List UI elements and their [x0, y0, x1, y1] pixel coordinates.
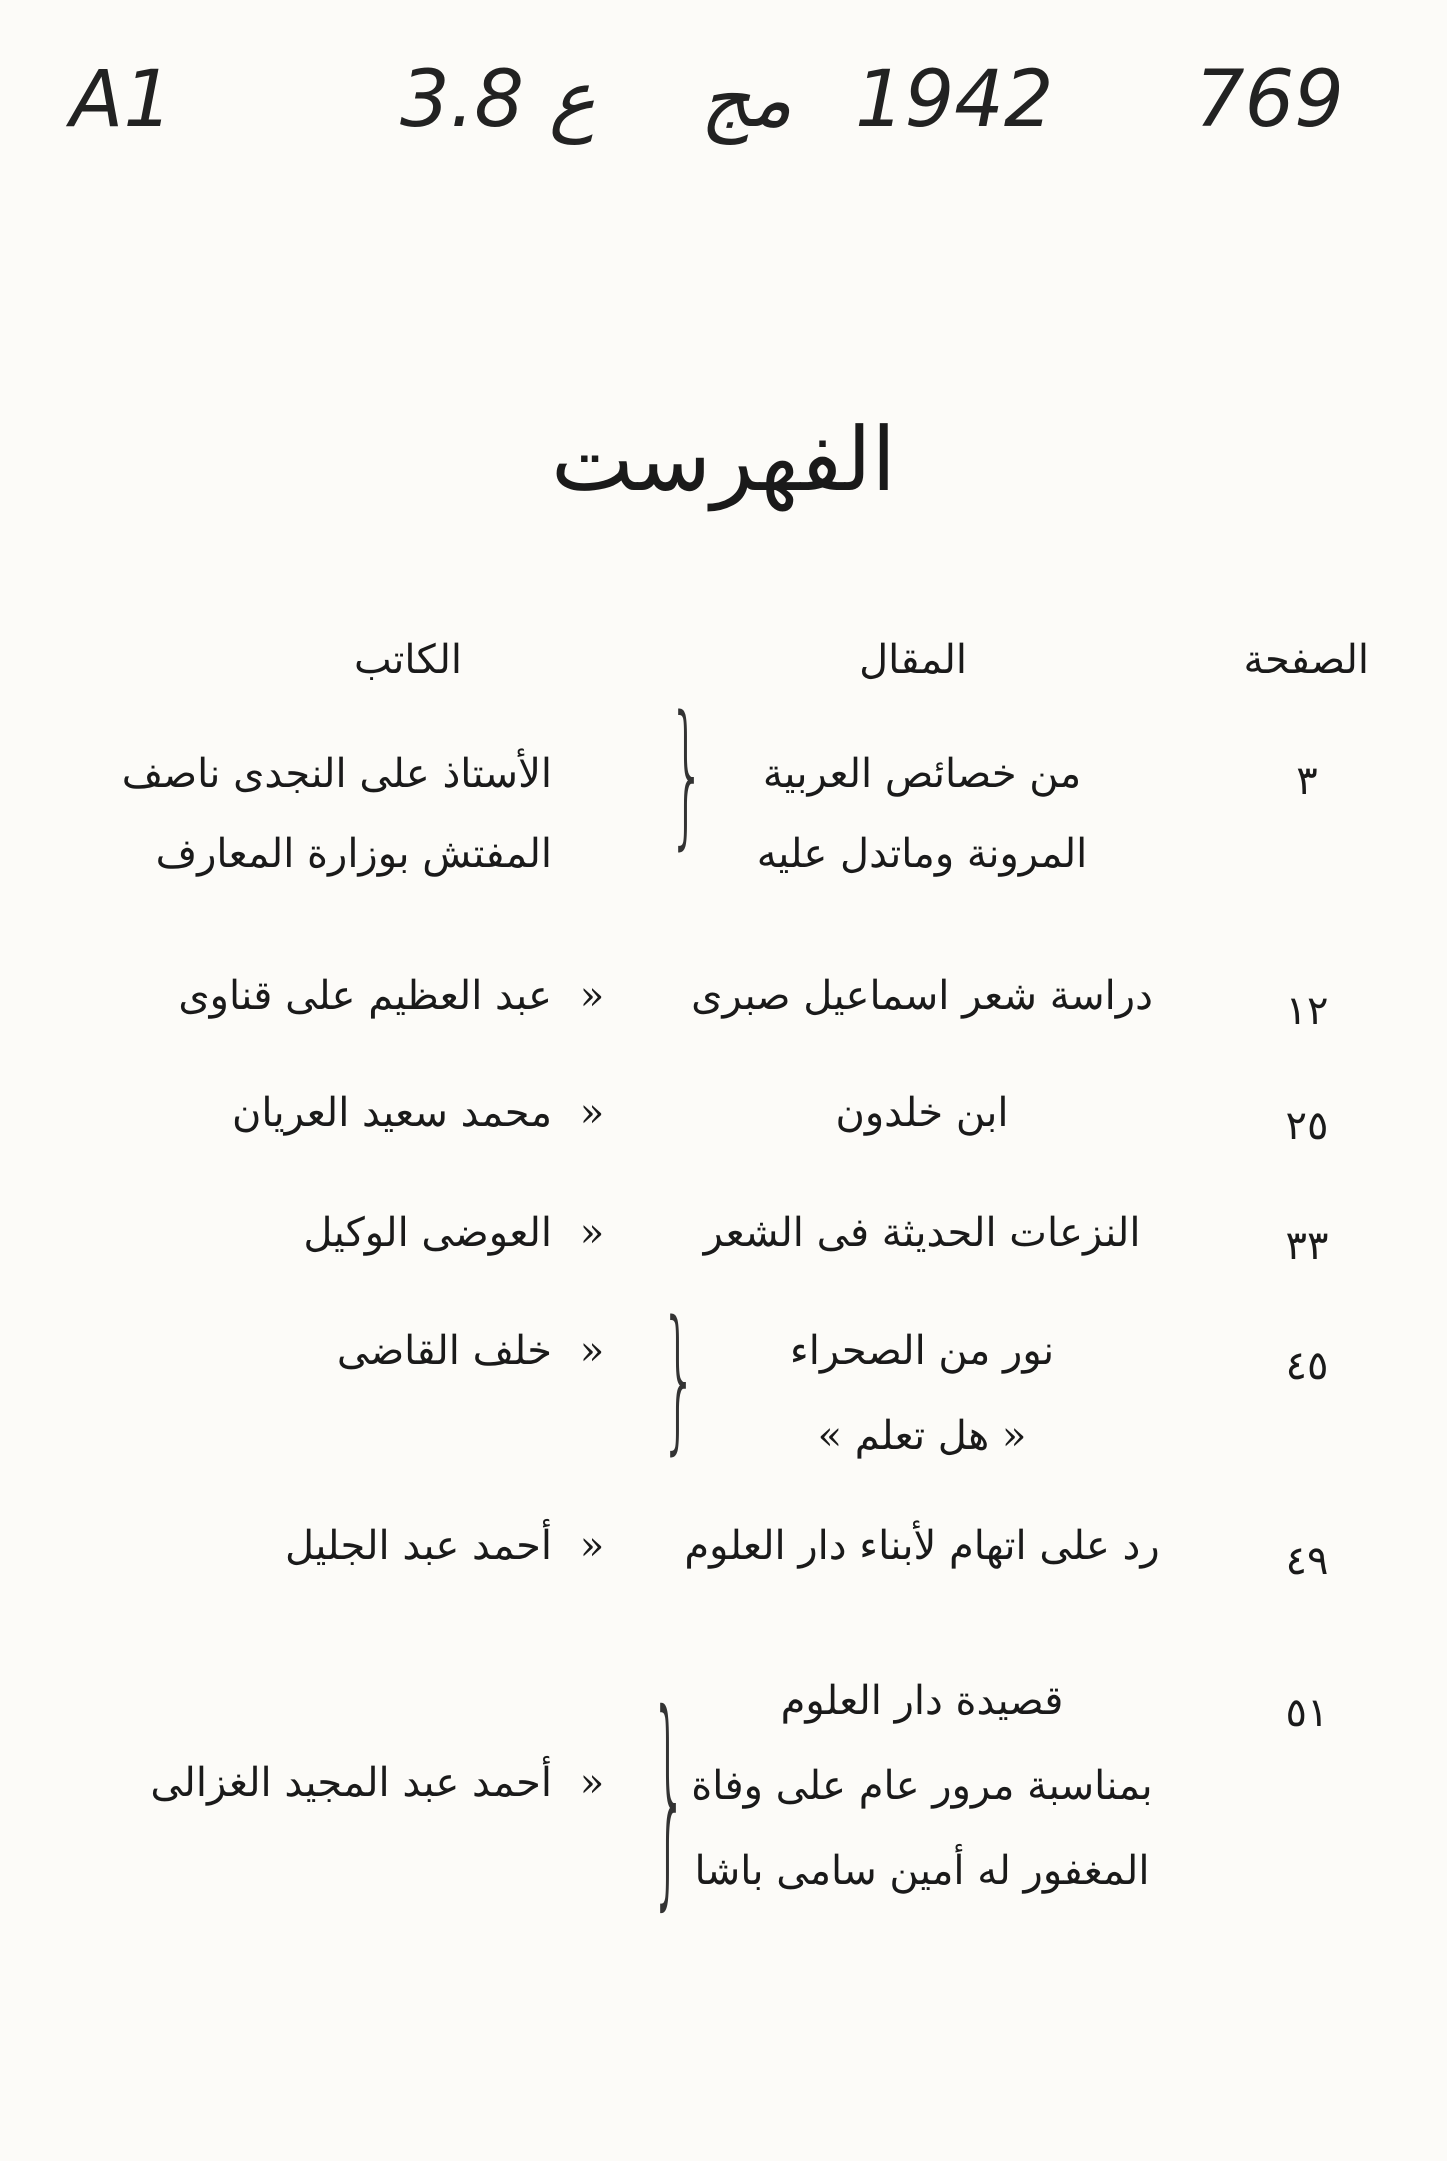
row-7-author: أحمد عبد المجيد الغزالى — [150, 1760, 552, 1806]
annotation-number: 769 — [1195, 55, 1344, 145]
row-5-brace: } — [660, 1289, 699, 1471]
row-6-article: رد على اتهام لأبناء دار العلوم — [684, 1523, 1160, 1569]
row-1-page: ٣ — [1296, 758, 1318, 804]
row-6-author: أحمد عبد الجليل — [284, 1523, 552, 1569]
annotation-code: 3.ع 8 — [400, 55, 596, 145]
header-page: الصفحة — [1243, 637, 1369, 683]
annotation-year: 1942 — [855, 55, 1054, 145]
row-7-ditto-mark: « — [579, 1760, 605, 1806]
row-7-page: ٥١ — [1285, 1690, 1329, 1736]
row-2-ditto-mark: « — [579, 973, 605, 1019]
row-4-author: العوضى الوكيل — [303, 1210, 552, 1256]
row-2-page: ١٢ — [1285, 988, 1329, 1034]
row-5-article-line-2: « هل تعلم » — [817, 1413, 1027, 1459]
annotation-mg: مج — [700, 55, 793, 145]
row-5-page: ٤٥ — [1285, 1343, 1329, 1389]
annotation-a1: A1 — [70, 55, 173, 145]
row-7-brace: } — [650, 1667, 689, 1933]
row-2-article: دراسة شعر اسماعيل صبرى — [691, 973, 1153, 1019]
row-1-brace: } — [668, 684, 707, 866]
row-2-author: عبد العظيم على قناوى — [178, 973, 552, 1019]
row-7-article-line-2: بمناسبة مرور عام على وفاة — [691, 1763, 1153, 1809]
header-article: المقال — [859, 637, 967, 683]
row-1-author-line-2: المفتش بوزارة المعارف — [155, 831, 552, 877]
row-4-page: ٣٣ — [1285, 1223, 1329, 1269]
row-1-article-line-2: المرونة وماتدل عليه — [756, 831, 1088, 877]
row-5-ditto-mark: « — [579, 1328, 605, 1374]
row-3-article: ابن خلدون — [835, 1090, 1009, 1136]
row-1-article-line-1: من خصائص العربية — [762, 751, 1082, 797]
row-6-page: ٤٩ — [1285, 1538, 1329, 1584]
row-1-author-line-1: الأستاذ على النجدى ناصف — [121, 751, 552, 797]
row-7-article-line-3: المغفور له أمين سامى باشا — [694, 1848, 1150, 1894]
row-3-page: ٢٥ — [1285, 1103, 1329, 1149]
row-3-ditto-mark: « — [579, 1090, 605, 1136]
row-5-article-line-1: نور من الصحراء — [789, 1328, 1055, 1374]
row-7-article-line-1: قصيدة دار العلوم — [780, 1678, 1064, 1724]
row-3-author: محمد سعيد العريان — [231, 1090, 552, 1136]
page-title: الفهرست — [550, 408, 897, 511]
row-5-author: خلف القاضى — [336, 1328, 552, 1374]
row-4-article: النزعات الحديثة فى الشعر — [703, 1210, 1141, 1256]
header-author: الكاتب — [354, 637, 462, 683]
row-6-ditto-mark: « — [579, 1523, 605, 1569]
row-4-ditto-mark: « — [579, 1210, 605, 1256]
